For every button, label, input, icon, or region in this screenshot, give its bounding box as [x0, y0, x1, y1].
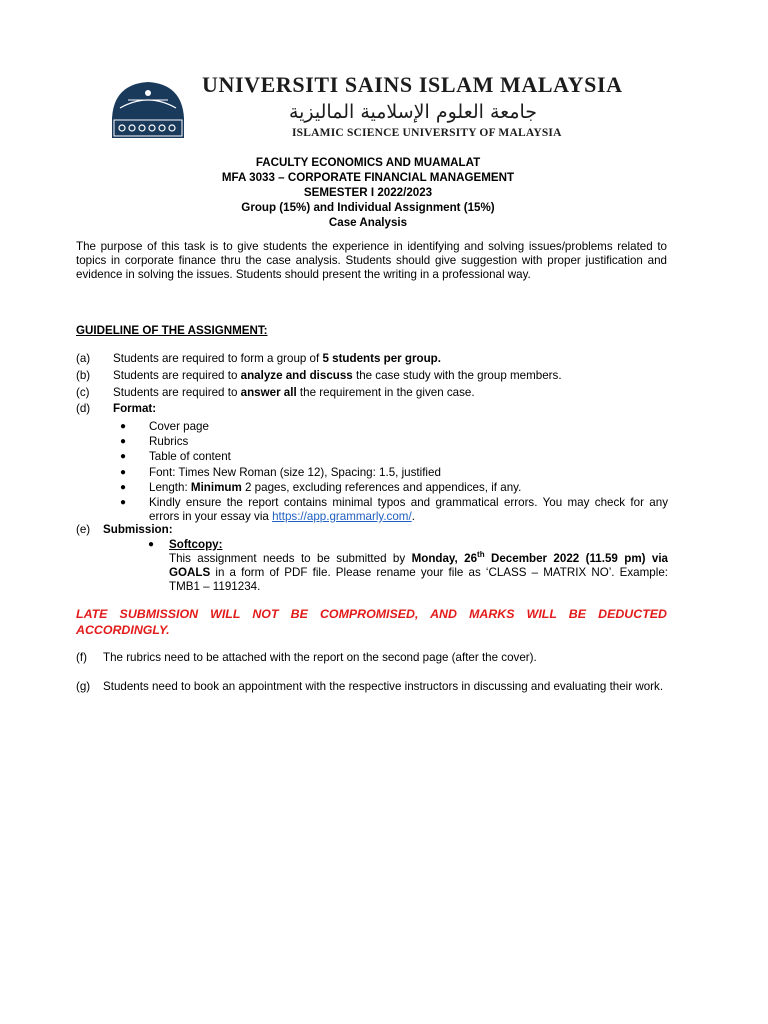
bullet-icon: ●: [120, 421, 127, 432]
item-label: (d): [76, 402, 91, 415]
list-item: ● Kindly ensure the report contains minimal typos and grammatical errors. You may check for any errors in your essay via https://app.grammarly.com/.: [120, 495, 668, 523]
item-text: Students are required to: [113, 369, 241, 382]
item-text: The rubrics need to be attached with the report on the second page (after the cover).: [103, 651, 537, 664]
item-bold-text: Submission:: [103, 523, 173, 536]
item-label: (c): [76, 386, 90, 399]
bullet-icon: ●: [120, 481, 127, 493]
university-name: UNIVERSITI SAINS ISLAM MALAYSIA: [202, 72, 623, 97]
format-list: [118, 420, 668, 525]
item-label: (a): [76, 352, 91, 365]
university-seal-icon: [110, 78, 186, 140]
grammarly-link[interactable]: https://app.grammarly.com/: [272, 509, 412, 523]
list-item: ● Rubrics: [120, 435, 189, 449]
item-label: (b): [76, 369, 91, 382]
softcopy-text: This assignment needs to be submitted by Monday, 26th December 2022 (11.59 pm) via GOALS in a form of PDF file. Please rename your file as ‘CLASS – MATRIX NO’. Example: TMB1 – 1191234.: [169, 550, 668, 593]
item-text: Students need to book an appointment with the respective instructors in discussing and evaluating their work.: [103, 680, 664, 693]
late-submission-notice: LATE SUBMISSION WILL NOT BE COMPROMISED, AND MARKS WILL BE DEDUCTED ACCORDINGLY.: [76, 607, 667, 637]
assignment-title: Group (15%) and Individual Assignment (15%): [241, 201, 495, 214]
item-text: Students are required to: [113, 386, 241, 399]
item-text: the requirement in the given case.: [296, 386, 475, 399]
case-analysis-title: Case Analysis: [328, 216, 408, 229]
list-item: ● Table of content: [120, 450, 231, 464]
bullet-icon: ●: [120, 436, 127, 448]
course-title: MFA 3033 – CORPORATE FINANCIAL MANAGEMENT: [221, 171, 515, 184]
item-text: the case study with the group members.: [352, 369, 562, 382]
item-bold-text: 5 students per group.: [322, 352, 441, 365]
bullet-icon: ●: [148, 539, 155, 550]
bullet-icon: ●: [120, 496, 127, 508]
item-label: (e): [76, 523, 91, 536]
faculty-title: FACULTY ECONOMICS AND MUAMALAT: [255, 156, 481, 169]
intro-paragraph: The purpose of this task is to give students the experience in identifying and solving issues/problems related to topics in corporate finance thru the case analysis. Students should give suggestion with proper justification and evidence in solving the issues. Students should present the writing in a professional way.: [76, 240, 667, 281]
bullet-icon: ●: [120, 451, 127, 463]
item-bold-text: Format:: [113, 402, 157, 415]
list-item: ● Font: Times New Roman (size 12), Spacing: 1.5, justified: [120, 465, 441, 479]
bullet-icon: ●: [120, 466, 127, 478]
university-logo: [110, 72, 640, 142]
item-text: Students are required to form a group of: [113, 352, 323, 365]
university-name-arabic: جامعة العلوم الإسلامية الماليزية: [288, 101, 538, 123]
semester-title: SEMESTER I 2022/2023: [303, 186, 433, 199]
list-item: ● Cover page: [120, 420, 209, 433]
item-label: (g): [76, 680, 91, 693]
softcopy-title: Softcopy:: [169, 538, 223, 551]
document-heading: [80, 155, 656, 230]
item-bold-text: answer all: [240, 386, 297, 399]
list-item: ● Length: Minimum 2 pages, excluding references and appendices, if any.: [120, 480, 522, 494]
guideline-title: GUIDELINE OF THE ASSIGNMENT:: [76, 324, 268, 337]
item-label: (f): [76, 651, 87, 664]
university-name-english: ISLAMIC SCIENCE UNIVERSITY OF MALAYSIA: [292, 127, 562, 139]
item-bold-text: analyze and discuss: [240, 369, 353, 382]
